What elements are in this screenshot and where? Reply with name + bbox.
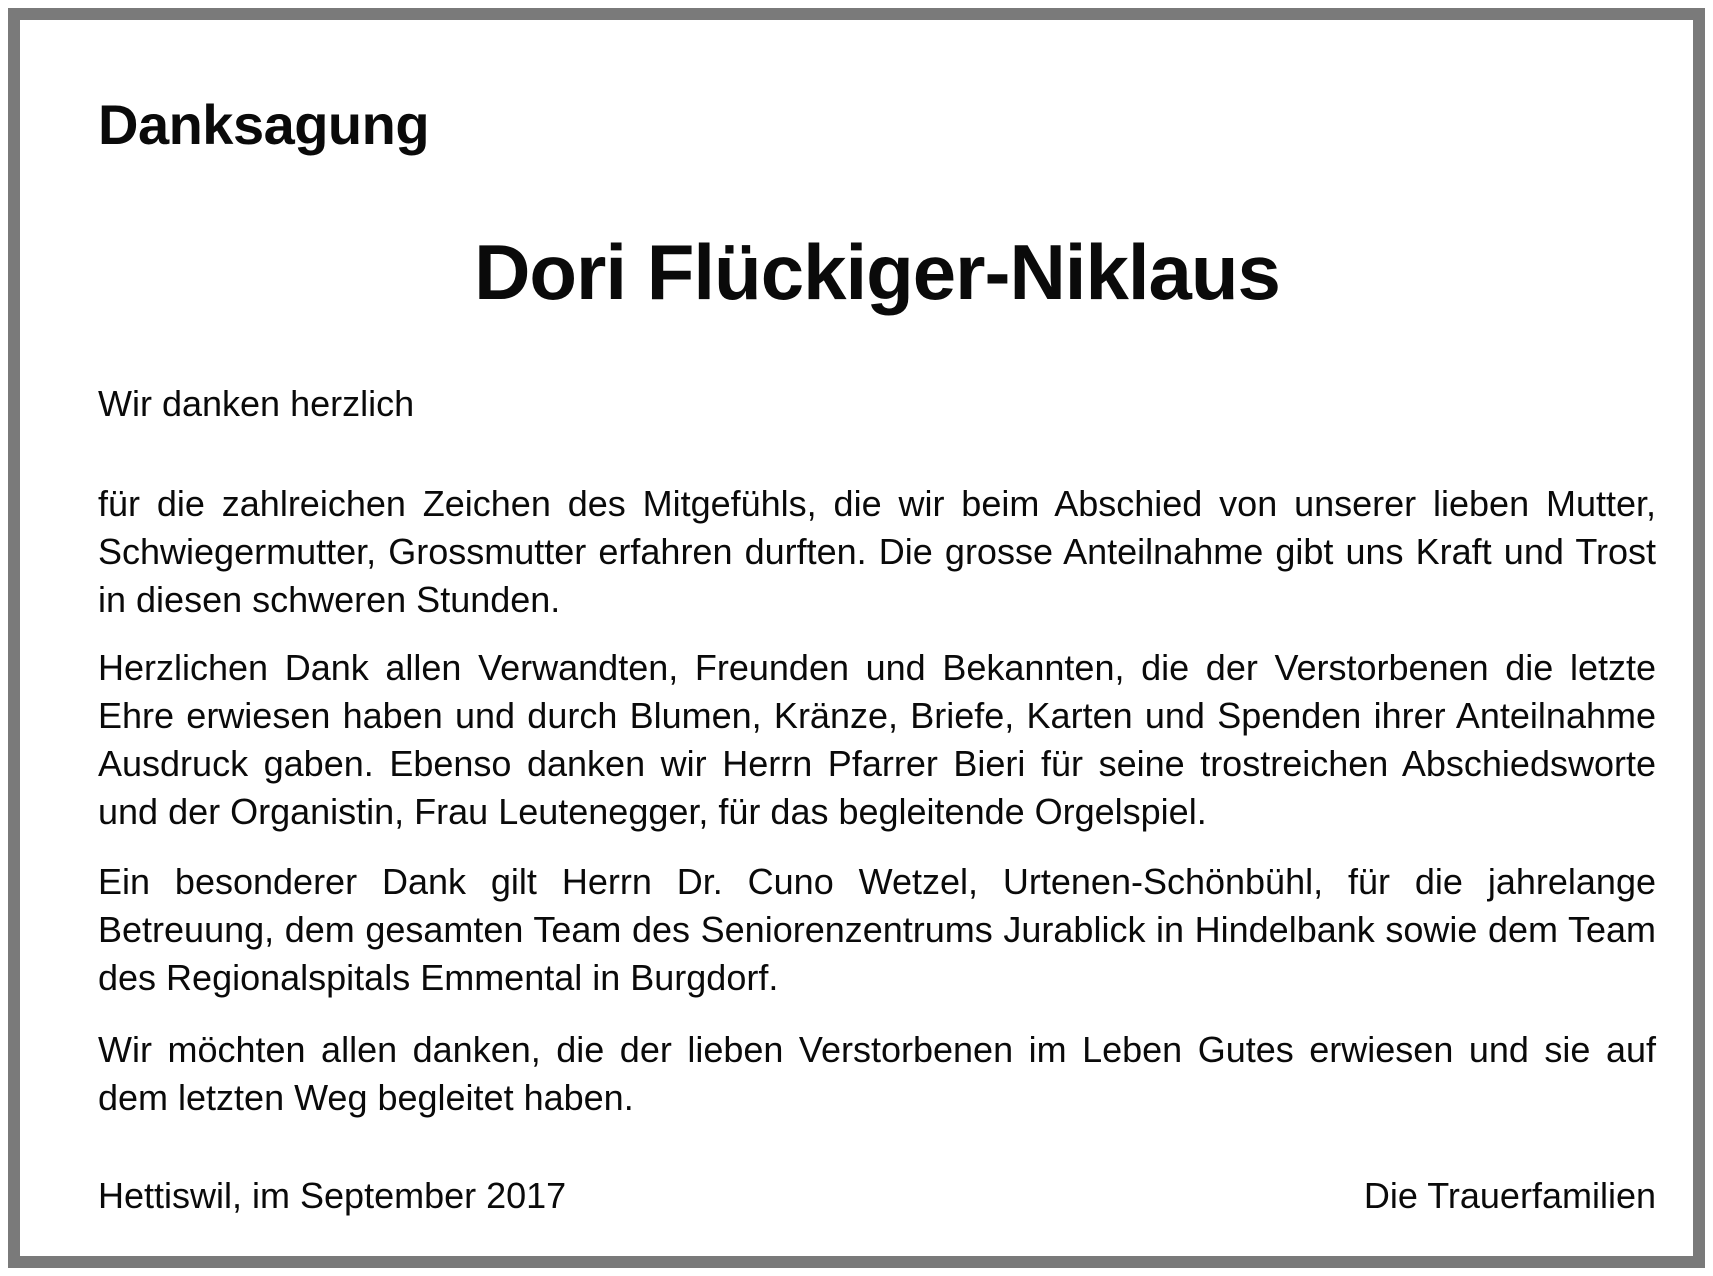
paragraph-thanks-all: Wir möchten allen danken, die der lieben Verstorbenen im Leben Gutes erwiesen und sie auf dem letzten Weg begleitet haben. <box>98 1029 1656 1118</box>
deceased-name: Dori Flückiger-Niklaus <box>474 228 1280 316</box>
place-and-date: Hettiswil, im September 2017 <box>98 1175 567 1216</box>
notice-heading: Danksagung <box>98 93 430 156</box>
paragraph-thanks-caregivers: Ein besonderer Dank gilt Herrn Dr. Cuno Wetzel, Urtenen-Schönbühl, für die jahrelange Betreuung, dem gesamten Team des Seniorenzentrums Jurablick in Hindelbank sowie dem Team des Regionalspitals Emmental in Burgdorf. <box>98 861 1656 998</box>
salutation-line: Wir danken herzlich <box>98 383 415 424</box>
paragraph-thanks-relatives: Herzlichen Dank allen Verwandten, Freunden und Bekannten, die der Verstorbenen die letzte Ehre erwiesen haben und durch Blumen, Kränze, Briefe, Karten und Spenden ihrer Anteilnahme Ausdruck gaben. Ebenso danken wir Herrn Pfarrer Bieri für seine trostreichen Abschiedsworte und der Organistin, Frau Leutenegger, für das begleitende Orgelspiel. <box>98 647 1656 832</box>
paragraph-sympathy: für die zahlreichen Zeichen des Mitgefühls, die wir beim Abschied von unserer lieben Mutter, Schwiegermutter, Grossmutter erfahren durften. Die grosse Anteilnahme gibt uns Kraft und Trost in diesen schweren Stunden. <box>98 483 1656 620</box>
notice-border-frame <box>8 8 1705 1268</box>
signature: Die Trauerfamilien <box>1363 1175 1656 1216</box>
